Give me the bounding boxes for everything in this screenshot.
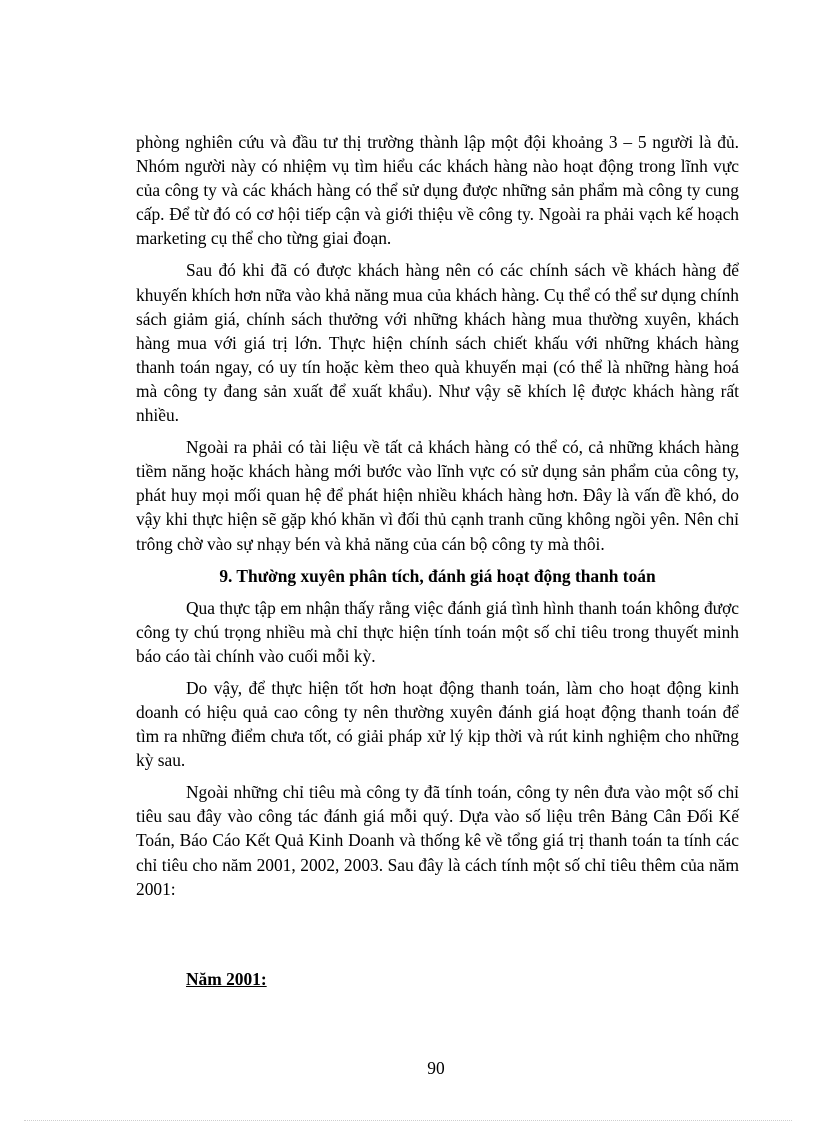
paragraph-customer-policy: Sau đó khi đã có được khách hàng nên có các chính sách về khách hàng để khuyến khích hơn nữa vào khả năng mua của khách hàng. Cụ thể có thể sư dụng chính sách giảm giá, chính sách thưởng với những khách hàng mua thường xuyên, khách hàng mua với giá trị lớn. Thực hiện chính sách chiết khấu với những khách hàng thanh toán ngay, có uy tín hoặc kèm theo quà khuyến mại (có thể là những hàng hoá mà công ty đang sản xuất để xuất khẩu). Như vậy sẽ khích lệ được khách hàng rất nhiều. [136, 260, 739, 426]
bottom-dotted-rule [24, 1120, 792, 1121]
paragraph-regular-evaluation: Do vậy, để thực hiện tốt hơn hoạt động thanh toán, làm cho hoạt động kinh doanh có hiệu quả cao công ty nên thường xuyên đánh giá hoạt động thanh toán để tìm ra những điểm chưa tốt, có giải pháp xử lý kịp thời và rút kinh nghiệm cho những kỳ sau. [136, 677, 739, 771]
paragraph-additional-indicators: Ngoài những chỉ tiêu mà công ty đã tính toán, công ty nên đưa vào một số chỉ tiêu sau đây vào công tác đánh giá mỗi quý. Dựa vào số liệu trên Bảng Cân Đối Kế Toán, Báo Cáo Kết Quả Kinh Doanh và thống kê về tổng giá trị thanh toán ta tính các chỉ tiêu cho năm 2001, 2002, 2003. Sau đây là cách tính một số chỉ tiêu thêm của năm 2001: [136, 782, 739, 899]
paragraph-market-research: phòng nghiên cứu và đầu tư thị trường thành lập một đội khoảng 3 – 5 người là đủ. Nhóm người này có nhiệm vụ tìm hiểu các khách hàng nào hoạt động trong lĩnh vực của công ty và các khách hàng có thể sử dụng được những sản phẩm mà công ty cung cấp. Để từ đó có cơ hội tiếp cận và giới thiệu về công ty. Ngoài ra phải vạch kế hoạch marketing cụ thể cho từng giai đoạn. [136, 132, 739, 249]
paragraph-internship-observation: Qua thực tập em nhận thấy rằng việc đánh giá tình hình thanh toán không được công ty chú trọng nhiều mà chỉ thực hiện tính toán một số chỉ tiêu trong thuyết minh báo cáo tài chính vào cuối mỗi kỳ. [136, 597, 739, 666]
document-body [136, 130, 739, 901]
paragraph-customer-records: Ngoài ra phải có tài liệu về tất cả khách hàng có thể có, cả những khách hàng tiềm năng hoặc khách hàng mới bước vào lĩnh vực có sử dụng sản phẩm của công ty, phát huy mọi mối quan hệ để phát hiện nhiều khách hàng hơn. Đây là vấn đề khó, do vậy khi thực hiện sẽ gặp khó khăn vì đối thủ cạnh tranh cũng không ngồi yên. Nên chỉ trông chờ vào sự nhạy bén và khả năng của cán bộ công ty mà thôi. [136, 437, 739, 554]
year-label: Năm 2001: [186, 969, 267, 989]
section-heading: 9. Thường xuyên phân tích, đánh giá hoạt động thanh toán [219, 565, 656, 586]
page-number: 90 [427, 1058, 445, 1078]
